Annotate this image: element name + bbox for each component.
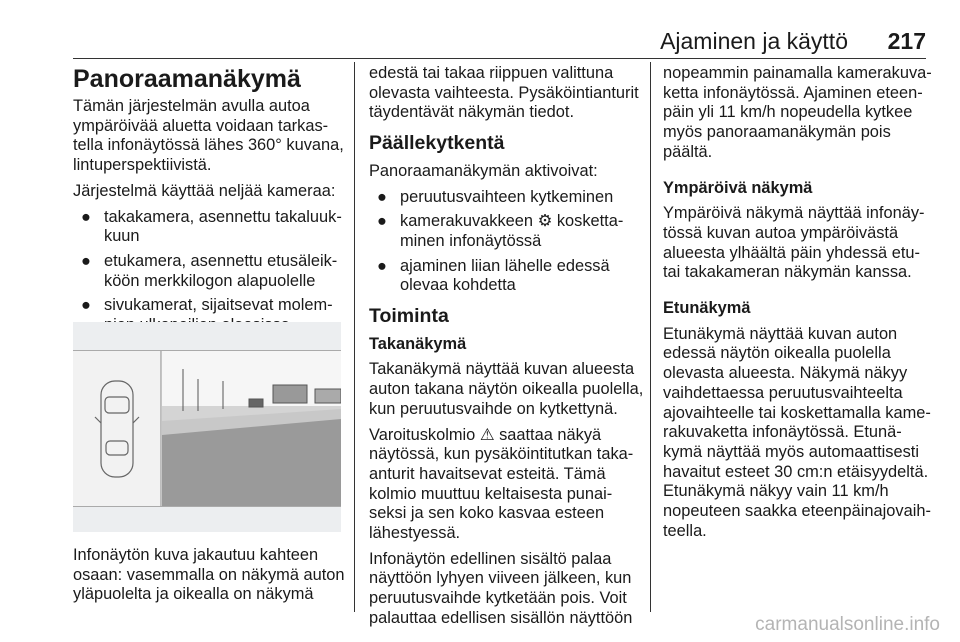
header-title: Ajaminen ja käyttö xyxy=(660,28,848,54)
infotainment-screen-image xyxy=(73,350,341,507)
rear-view-heading: Takanäkymä xyxy=(369,334,467,353)
warning-paragraph: Varoituskolmio ⚠ saattaa näkyä näytössä, kun pysäköintitutkan taka- anturit havaitsevat esteitä. Tämä kolmio muuttuu keltaisesta punai- seksi ja sen koko kasvaa esteen lähestyessä. xyxy=(369,425,634,543)
column-divider xyxy=(650,62,651,612)
column-divider xyxy=(354,62,355,612)
bullet-icon: ● xyxy=(377,187,387,206)
subsection-heading: Päällekytkentä xyxy=(369,132,505,155)
bullet-icon: ● xyxy=(81,251,91,270)
column-2 xyxy=(369,64,647,635)
camera-list xyxy=(73,208,348,336)
subsection-heading: Toiminta xyxy=(369,305,449,328)
cameras-intro: Järjestelmä käyttää neljää kameraa: xyxy=(73,181,336,200)
bullet-icon: ● xyxy=(377,212,387,231)
front-view-paragraph: Etunäkymä näyttää kuvan auton edessä näytön oikealla puolella olevasta alueesta. Näkymä näkyy vaihdettaessa peruutusvaihteelta ajovaihteelle tai koskettamalla kame- rakuvaketta infonäytössä. Etunä- kymä näyttää myös automaattisesti havaitut esteet 30 cm:n etäisyydeltä. Etunäkymä näkyy vain 11 km/h nopeuteen saakka eteenpäinajovaih- teella. xyxy=(663,324,931,540)
list-item: ● takakamera, asennettu takaluuk- kuun xyxy=(81,207,342,246)
column-1 xyxy=(73,64,348,342)
page-header xyxy=(0,20,960,56)
list-item: ● etukamera, asennettu etusäleik- köön merkkilogon alapuolelle xyxy=(81,251,338,290)
watermark: carmanualsonline.info xyxy=(755,614,940,635)
bullet-icon: ● xyxy=(81,296,91,315)
screen-illustration xyxy=(73,351,341,506)
intro-paragraph: Tämän järjestelmän avulla autoa ympäröivää aluetta voidaan tarkas- tella infonäytössä lähes 360° kuvana, lintuperspektiivistä. xyxy=(73,97,344,175)
camera-display-figure xyxy=(73,322,341,532)
header-rule xyxy=(73,58,926,59)
bullet-icon: ● xyxy=(81,207,91,226)
list-item: ● peruutusvaihteen kytkeminen xyxy=(377,187,614,206)
surround-view-heading: Ympäröivä näkymä xyxy=(663,178,813,197)
figure-caption: Infonäytön kuva jakautuu kahteen osaan: vasemmalla on näkymä auton yläpuolelta ja oikealla on näkymä xyxy=(73,546,345,604)
list-item: ● ajaminen liian lähelle edessä olevaa kohdetta xyxy=(377,256,610,295)
activation-list xyxy=(369,188,647,297)
list-item: ● sivukamerat, sijaitsevat molem- xyxy=(81,296,333,315)
rear-view-paragraph: Takanäkymä näyttää kuvan alueesta auton takana näytön oikealla puolella, kun peruutusvaihde on kytkettynä. xyxy=(369,360,644,418)
previous-content-paragraph: Infonäytön edellinen sisältö palaa näyttöön lyhyen viiveen jälkeen, kun peruutusvaihde kytketään pois. Voit palauttaa edellisen sisällön näyttöön xyxy=(369,549,633,627)
bullet-icon: ● xyxy=(377,256,387,275)
continued-paragraph: edestä tai takaa riippuen valittuna olevasta vaihteesta. Pysäköintianturit täydentävät näkymän tiedot. xyxy=(369,64,639,122)
activate-intro: Panoraamanäkymän aktivoivat: xyxy=(369,161,598,180)
page-number: 217 xyxy=(887,28,926,54)
surround-view-paragraph: Ympäröivä näkymä näyttää infonäy- tössä kuvan autoa ympäröivästä alueesta ylhäältä päin yhdessä etu- tai takakameran näkymän kanssa. xyxy=(663,204,925,282)
list-item: ● kamerakuvakkeen ⚙ kosketta- minen infonäytössä xyxy=(377,212,624,250)
front-view-heading: Etunäkymä xyxy=(663,299,751,318)
column-3 xyxy=(663,64,953,547)
continued-paragraph: nopeammin painamalla kamerakuva- ketta infonäytössä. Ajaminen eteen- päin yli 11 km/h nopeudella kytkee myös panoraamanäkymän pois päältä. xyxy=(663,64,932,161)
section-heading: Panoraamanäkymä xyxy=(73,65,301,93)
